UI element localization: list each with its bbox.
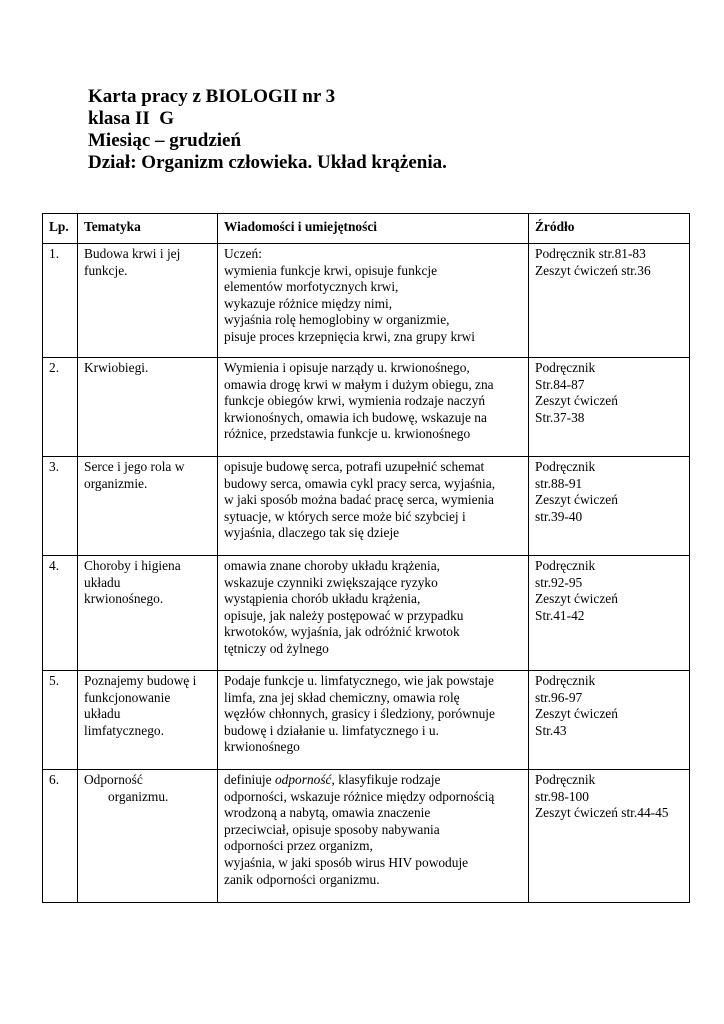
table-header-row	[43, 214, 690, 244]
table-row	[43, 671, 690, 770]
table-row	[43, 244, 690, 358]
table-row	[43, 358, 690, 457]
emphasis-term: odporność	[274, 772, 332, 787]
row-topic: Odporność organizmu.	[78, 770, 218, 903]
row-source: Podręcznik str.98-100 Zeszyt ćwiczeń str.44-45	[529, 770, 690, 903]
row-skills: Wymienia i opisuje narządy u. krwionośnego, omawia drogę krwi w małym i dużym obiegu, zna funkcje obiegów krwi, wymienia rodzaje naczyń krwionośnych, omawia ich budowę, wskazuje na różnice, przedstawia funkcje u. krwionośnego	[218, 358, 529, 457]
row-source: Podręcznik str.96-97 Zeszyt ćwiczeń Str.43	[529, 671, 690, 770]
row-topic: Poznajemy budowę i funkcjonowanie układu limfatycznego.	[78, 671, 218, 770]
row-source: Podręcznik str.81-83 Zeszyt ćwiczeń str.36	[529, 244, 690, 358]
row-source: Podręcznik str.92-95 Zeszyt ćwiczeń Str.41-42	[529, 556, 690, 671]
class-label: klasa II G	[88, 108, 175, 129]
row-number: 6.	[43, 770, 78, 903]
row-number: 3.	[43, 457, 78, 556]
row-number: 1.	[43, 244, 78, 358]
column-header-skills: Wiadomości i umiejętności	[218, 214, 529, 244]
row-number: 2.	[43, 358, 78, 457]
column-header-source: Źródło	[529, 214, 690, 244]
column-header-lp: Lp.	[43, 214, 78, 244]
row-number: 5.	[43, 671, 78, 770]
table-row	[43, 770, 690, 903]
row-skills: omawia znane choroby układu krążenia, wskazuje czynniki zwiększające ryzyko wystąpienia chorób układu krążenia, opisuje, jak należy postępować w przypadku krwotoków, wyjaśnia, jak odróżnić krwotok tętniczy od żylnego	[218, 556, 529, 671]
section-label: Dział: Organizm człowieka. Układ krążenia.	[88, 152, 447, 173]
worksheet-title: Karta pracy z BIOLOGII nr 3	[88, 86, 336, 107]
row-number: 4.	[43, 556, 78, 671]
table-row	[43, 556, 690, 671]
row-topic: Krwiobiegi.	[78, 358, 218, 457]
row-skills: definiuje odporność, klasyfikuje rodzaje odporności, wskazuje różnice między odpornością wrodzoną a nabytą, omawia znaczenie przeciwciał, opisuje sposoby nabywania odporności przez organizm, wyjaśnia, w jaki sposób wirus HIV powoduje zanik odporności organizmu.	[218, 770, 529, 903]
column-header-topic: Tematyka	[78, 214, 218, 244]
row-topic: Choroby i higiena układu krwionośnego.	[78, 556, 218, 671]
row-source: Podręcznik str.88-91 Zeszyt ćwiczeń str.39-40	[529, 457, 690, 556]
table-row	[43, 457, 690, 556]
row-skills: Uczeń: wymienia funkcje krwi, opisuje funkcje elementów morfotycznych krwi, wykazuje różnice między nimi, wyjaśnia rolę hemoglobiny w organizmie, pisuje proces krzepnięcia krwi, zna grupy krwi	[218, 244, 529, 358]
row-topic: Serce i jego rola w organizmie.	[78, 457, 218, 556]
row-skills: opisuje budowę serca, potrafi uzupełnić schemat budowy serca, omawia cykl pracy serca, wyjaśnia, w jaki sposób można badać pracę serca, wymienia sytuacje, w których serce może bić szybciej i wyjaśnia, dlaczego tak się dzieje	[218, 457, 529, 556]
worksheet-table	[42, 213, 690, 903]
row-skills: Podaje funkcje u. limfatycznego, wie jak powstaje limfa, zna jej skład chemiczny, omawia rolę węzłów chłonnych, grasicy i śledziony, porównuje budowę i działanie u. limfatycznego i u. krwionośnego	[218, 671, 529, 770]
worksheet-header	[88, 86, 447, 174]
row-topic: Budowa krwi i jej funkcje.	[78, 244, 218, 358]
row-source: Podręcznik Str.84-87 Zeszyt ćwiczeń Str.37-38	[529, 358, 690, 457]
month-label: Miesiąc – grudzień	[88, 130, 242, 151]
